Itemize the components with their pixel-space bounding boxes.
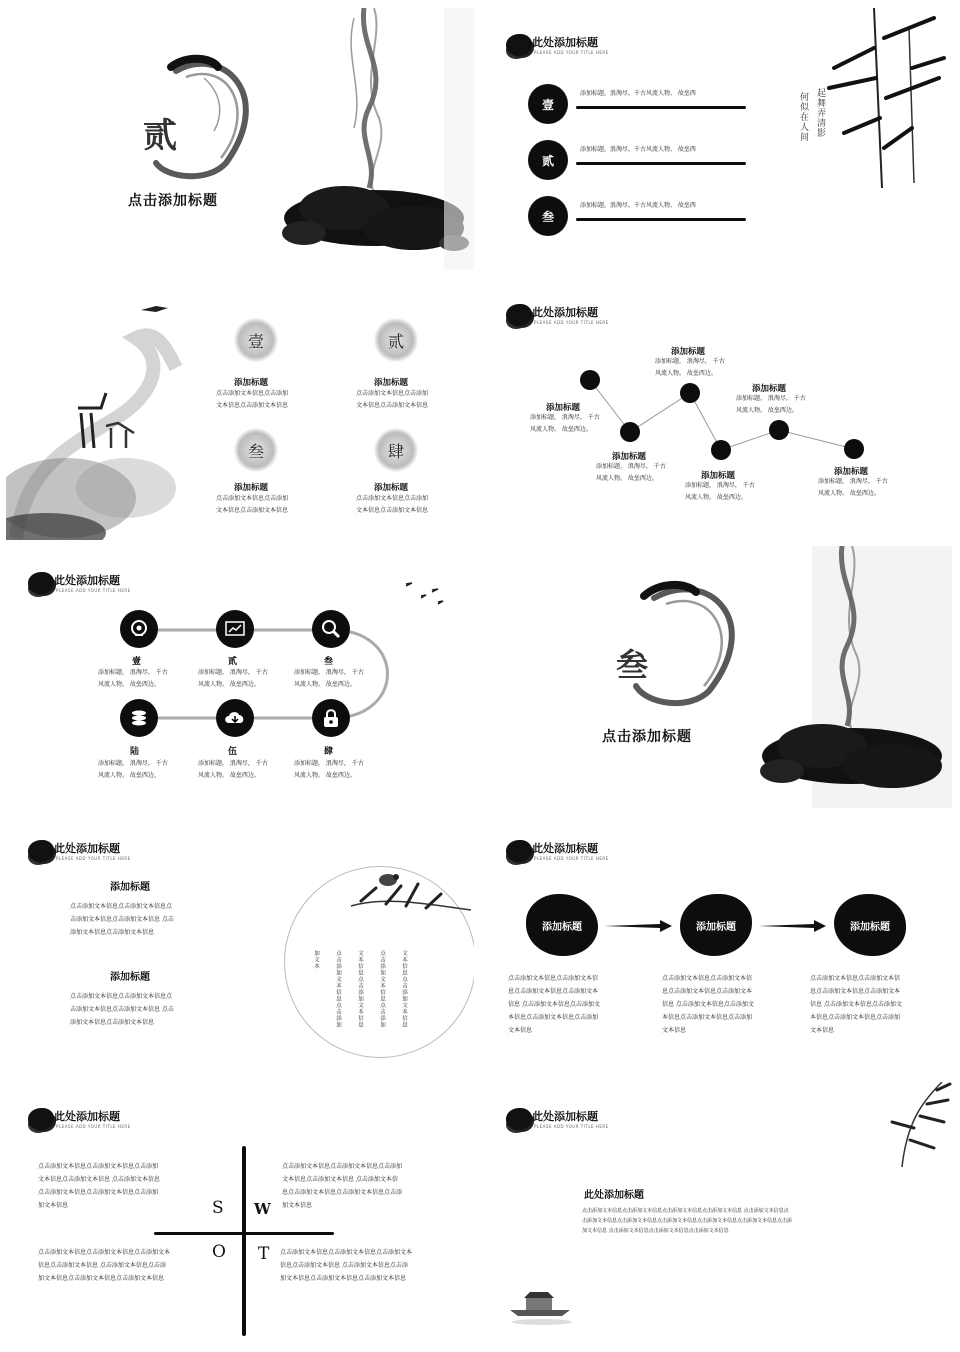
- item-text: 风流人物。 故垒西边。: [818, 490, 880, 497]
- slide-header: [506, 30, 706, 64]
- step-label: 贰: [228, 657, 238, 667]
- ink-stroke: [576, 162, 746, 165]
- step-label: 肆: [324, 747, 334, 757]
- slide-header: [28, 836, 228, 870]
- ink-cross-horizontal: [154, 1232, 334, 1235]
- header-subtitle: PLEASE ADD YOUR TITLE HERE: [534, 1124, 609, 1129]
- bamboo-painting: [814, 8, 952, 198]
- ink-blot-icon: [506, 34, 532, 56]
- slide-text-circle: [6, 814, 474, 1076]
- header-title: 此处添加标题: [54, 574, 120, 587]
- item-text: 点击添加文本信息点击添加: [216, 390, 289, 397]
- slide-four-items: [6, 278, 474, 540]
- step-text: 添加标题， 浪淘尽， 千古: [198, 669, 268, 676]
- step-label: 陆: [130, 747, 140, 757]
- header-subtitle: PLEASE ADD YOUR TITLE HERE: [56, 588, 131, 593]
- step-text: 添加标题， 浪淘尽， 千古: [294, 669, 364, 676]
- swot-weaknesses-text: 点击添加文本信息点击添加文本信息点击添加 文本信息点击添加文本信息 点击添加文本信 息点击添加文本信息点击添加文本信息点击添 加文本信息: [282, 1163, 403, 1209]
- item-text: 风流人物。 故垒西边。: [736, 407, 798, 414]
- item-text: 风流人物。 故垒西边。: [596, 475, 658, 482]
- column-text: 点击添加文本信息点击添加文本信 息点击添加文本信息点击添加文本 信息 点击添加文本信息点击添加文 本信息点击添加文本信息点击添加 文本信息: [810, 975, 902, 1034]
- slide-header: [506, 1104, 706, 1138]
- item-title: 添加标题: [671, 347, 706, 357]
- swot-opportunities-text: 点击添加文本信息点击添加文本信息点击添加文本 信息点击添加文本信息 点击添加文本信息点击添 加文本信息点击添加文本信息点击添加文本信息: [38, 1249, 171, 1282]
- item-text: 文本信息点击添加文本信息: [216, 402, 289, 409]
- slide-swot: [6, 1082, 474, 1344]
- swot-strengths-text: 点击添加文本信息点击添加文本信息点击添加 文本信息点击添加文本信息 点击添加文本信息 点击添加文本信息点击添加文本信息点击添加 加文本信息: [38, 1163, 160, 1209]
- item-title: 添加标题: [834, 467, 869, 477]
- item-text: 点击添加文本信息点击添加: [216, 495, 289, 502]
- deer-landscape-image: [6, 298, 186, 540]
- item-text: 风流人物。 故垒西边。: [530, 426, 592, 433]
- item-text: 文本信息点击添加文本信息: [216, 507, 289, 514]
- section-title: 此处添加标题: [584, 1190, 644, 1201]
- header-title: 此处添加标题: [532, 36, 598, 49]
- ink-smoke-image: [274, 8, 474, 270]
- ink-circle-icon: 贰: [374, 318, 418, 362]
- cloud-download-icon: [216, 699, 254, 737]
- item-text: 风流人物。 故垒西边。: [685, 494, 747, 501]
- header-title: 此处添加标题: [54, 1110, 120, 1123]
- timeline-node: [844, 439, 864, 459]
- item-title: 添加标题: [546, 403, 581, 413]
- header-title: 此处添加标题: [532, 1110, 598, 1123]
- ink-circle-icon: 贰: [528, 140, 568, 180]
- timeline-node: [580, 370, 600, 390]
- ink-blot-title: 添加标题: [680, 894, 752, 956]
- bamboo-leaves-painting: [882, 1082, 952, 1172]
- item-text: 文本信息点击添加文本信息: [356, 402, 429, 409]
- step-label: 叁: [324, 657, 334, 667]
- swot-letter-s: S: [212, 1198, 224, 1218]
- ink-stroke: [576, 106, 746, 109]
- ink-blot-icon: [506, 840, 532, 862]
- step-label: 伍: [228, 747, 238, 757]
- item-title: 添加标题: [752, 384, 787, 394]
- block-title: 添加标题: [110, 972, 150, 983]
- item-text: 添加标题， 浪淘尽， 千古: [685, 482, 755, 489]
- ink-circle-icon: 壹: [234, 318, 278, 362]
- block-title: 添加标题: [110, 882, 150, 893]
- slide-header: [28, 1104, 228, 1138]
- item-text: 添加标题，浪淘尽，千古风流人物。 故垒西: [580, 146, 696, 153]
- swot-threats-text: 点击添加文本信息点击添加文本信息点击添加文本 信息点击添加文本信息 点击添加文本信息点击添 加文本信息点击添加文本信息点击添加文本信息: [280, 1249, 413, 1282]
- header-subtitle: PLEASE ADD YOUR TITLE HERE: [534, 50, 609, 55]
- ink-smoke-image: [752, 546, 952, 808]
- ink-cross-vertical: [242, 1146, 246, 1336]
- ink-blot-icon: [506, 1108, 532, 1130]
- ink-blot-title: 添加标题: [834, 894, 906, 956]
- slide-closing-text: [484, 1082, 952, 1344]
- swot-letter-o: O: [212, 1242, 226, 1262]
- header-subtitle: PLEASE ADD YOUR TITLE HERE: [534, 320, 609, 325]
- step-text: 添加标题， 浪淘尽， 千古: [294, 760, 364, 767]
- timeline-node: [769, 420, 789, 440]
- timeline-node: [620, 422, 640, 442]
- item-text: 点击添加文本信息点击添加: [356, 495, 429, 502]
- header-title: 此处添加标题: [532, 842, 598, 855]
- item-text: 风流人物。 故垒西边。: [655, 370, 717, 377]
- item-text: 添加标题， 浪淘尽， 千古: [655, 358, 725, 365]
- step-text: 添加标题， 浪淘尽， 千古: [198, 760, 268, 767]
- header-subtitle: PLEASE ADD YOUR TITLE HERE: [56, 856, 131, 861]
- vertical-text: 文本信息点击添加文本信息: [401, 950, 407, 1028]
- ink-circle-icon: 叁: [234, 428, 278, 472]
- vertical-text: 文本信息点击添加文本信息: [357, 950, 363, 1028]
- step-text: 添加标题， 浪淘尽， 千古: [98, 760, 168, 767]
- item-text: 添加标题， 浪淘尽， 千古: [530, 414, 600, 421]
- column-text: 点击添加文本信息点击添加文本信 息点击添加文本信息点击添加文本 信息 点击添加文本信息点击添加文 本信息点击添加文本信息点击添加 文本信息: [662, 975, 754, 1034]
- timeline-node: [711, 440, 731, 460]
- slide-chapter-three: [484, 546, 952, 808]
- slide-chapter-two: [6, 8, 474, 270]
- ink-stroke: [576, 218, 746, 221]
- item-text: 添加标题， 浪淘尽， 千古: [596, 463, 666, 470]
- step-text: 添加标题， 浪淘尽， 千古: [98, 669, 168, 676]
- swot-letter-w: W: [254, 1200, 271, 1218]
- item-title: 添加标题: [701, 471, 736, 481]
- column-text: 点击添加文本信息点击添加文本信 息点击添加文本信息点击添加文本 信息 点击添加文本信息点击添加文 本信息点击添加文本信息点击添加 文本信息: [508, 975, 600, 1034]
- step-text: 风流人物。 故垒西边。: [98, 681, 160, 688]
- vertical-text: 点击添加文本信息点击添加: [379, 950, 385, 1028]
- item-text: 添加标题， 浪淘尽， 千古: [736, 395, 806, 402]
- item-text: 添加标题， 浪淘尽， 千古: [818, 478, 888, 485]
- item-title: 添加标题: [234, 378, 269, 388]
- item-text: 点击添加文本信息点击添加: [356, 390, 429, 397]
- header-subtitle: PLEASE ADD YOUR TITLE HERE: [56, 1124, 131, 1129]
- slide-three-blots: [484, 814, 952, 1076]
- head-gear-icon: [120, 610, 158, 648]
- search-icon: [312, 610, 350, 648]
- slide-zigzag-timeline: [484, 278, 952, 540]
- brush-arrow-icon: [604, 918, 674, 934]
- ink-circle-icon: 壹: [528, 84, 568, 124]
- item-text: 添加标题，浪淘尽，千古风流人物。 故垒西: [580, 202, 696, 209]
- slide-list-three: [484, 8, 952, 270]
- step-text: 风流人物。 故垒西边。: [198, 772, 260, 779]
- chapter-number: 叁: [616, 646, 649, 684]
- brush-arrow-icon: [758, 918, 828, 934]
- item-title: 添加标题: [234, 483, 269, 493]
- chapter-title: 点击添加标题: [602, 729, 692, 745]
- step-text: 风流人物。 故垒西边。: [294, 772, 356, 779]
- ink-blot-icon: [28, 1108, 54, 1130]
- ink-circle-icon: 叁: [528, 196, 568, 236]
- vertical-text-columns: [312, 950, 408, 1046]
- item-title: 添加标题: [374, 378, 409, 388]
- chapter-title: 点击添加标题: [128, 193, 218, 209]
- step-text: 风流人物。 故垒西边。: [294, 681, 356, 688]
- lock-icon: [312, 699, 350, 737]
- coins-icon: [120, 699, 158, 737]
- item-text: 文本信息点击添加文本信息: [356, 507, 429, 514]
- ink-blot-icon: [28, 840, 54, 862]
- item-title: 添加标题: [612, 452, 647, 462]
- item-title: 添加标题: [374, 483, 409, 493]
- timeline-node: [680, 383, 700, 403]
- step-text: 风流人物。 故垒西边。: [98, 772, 160, 779]
- header-title: 此处添加标题: [54, 842, 120, 855]
- calligraphy-text: 何似在人间: [798, 92, 808, 142]
- chart-icon: [216, 610, 254, 648]
- vertical-text: 加文本: [313, 950, 319, 970]
- step-text: 风流人物。 故垒西边。: [198, 681, 260, 688]
- calligraphy-text: 起舞弄清影: [815, 88, 825, 138]
- vertical-text: 点击添加文本信息点击添加: [335, 950, 341, 1028]
- bird-bamboo-painting: [346, 866, 474, 926]
- step-label: 壹: [132, 657, 142, 667]
- item-text: 添加标题，浪淘尽，千古风流人物。 故垒西: [580, 90, 696, 97]
- chapter-number: 贰: [143, 116, 177, 156]
- block-text: 点击添加文本信息点击添加文本信息点 击添加文本信息点击添加文本信息 点击 添加文本信息点击添加文本信息: [70, 993, 174, 1026]
- ink-blot-title: 添加标题: [526, 894, 598, 956]
- boat-painting: [508, 1282, 578, 1332]
- header-subtitle: PLEASE ADD YOUR TITLE HERE: [534, 856, 609, 861]
- ink-circle-icon: 肆: [374, 428, 418, 472]
- block-text: 点击添加文本信息点击添加文本信息点 击添加文本信息点击添加文本信息 点击 添加文本信息点击添加文本信息: [70, 903, 174, 936]
- header-title: 此处添加标题: [532, 306, 598, 319]
- slide-header: [506, 836, 706, 870]
- slide-six-step-loop: [6, 546, 474, 808]
- section-text: 点击添加文本信息点击添加文本信息点击添加文本信息点击添加文本信息 点击添加文本信息点 击添加文本信息点击添加文本信息点击添加文本信息点击添加文本信息点击添加文本信息点击添 加文本信息 点击添加文本信息点击添加文本信息点击添加文本信息: [582, 1208, 793, 1234]
- swot-letter-t: T: [258, 1244, 270, 1264]
